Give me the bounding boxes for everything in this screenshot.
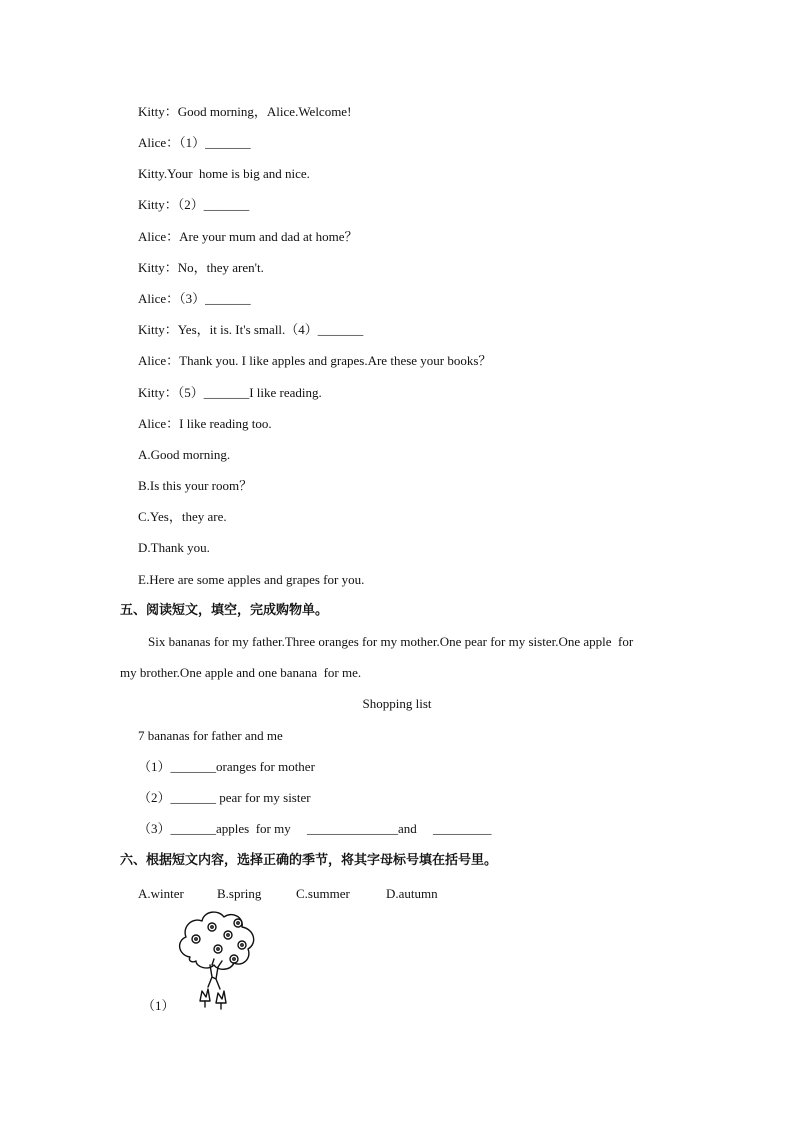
reading-paragraph-line: my brother.One apple and one banana for me. bbox=[120, 665, 362, 680]
ground-flower bbox=[216, 991, 226, 1003]
choice-option: E.Here are some apples and grapes for you. bbox=[138, 572, 365, 587]
reading-paragraph-line: Six bananas for my father.Three oranges for my mother.One pear for my sister.One apple for bbox=[148, 634, 634, 649]
dialogue-line: Kitty：Yes，it is. It's small.（4）_______ bbox=[138, 322, 364, 337]
shopping-list-title: Shopping list bbox=[362, 696, 432, 711]
dialogue-line: Kitty：No，they aren't. bbox=[138, 260, 264, 275]
season-option-b: B.spring bbox=[217, 886, 262, 901]
dialogue-line: Kitty：Good morning，Alice.Welcome! bbox=[138, 104, 352, 119]
dialogue-line: Alice：Are your mum and dad at home？ bbox=[138, 229, 358, 244]
season-option-a: A.winter bbox=[138, 886, 184, 901]
dialogue-line: Alice：I like reading too. bbox=[138, 416, 272, 431]
dialogue-line: Alice：（3）_______ bbox=[138, 291, 251, 306]
dialogue-line: Kitty：（2）_______ bbox=[138, 197, 250, 212]
section6-heading: 六、根据短文内容，选择正确的季节，将其字母标号填在括号里。 bbox=[120, 853, 498, 868]
tree-trunk bbox=[208, 965, 220, 989]
choice-option: C.Yes，they are. bbox=[138, 509, 227, 524]
section5-heading: 五、阅读短文，填空，完成购物单。 bbox=[120, 603, 329, 618]
choice-option: D.Thank you. bbox=[138, 540, 210, 555]
choice-option: A.Good morning. bbox=[138, 447, 231, 462]
shopping-list-item: 7 bananas for father and me bbox=[138, 728, 283, 743]
shopping-list-item: （1）_______oranges for mother bbox=[138, 759, 315, 774]
shopping-list-item: （3）_______apples for my ______________and _________ bbox=[138, 821, 492, 836]
question-1-label: （1） bbox=[142, 998, 175, 1013]
blossom-tree-illustration bbox=[172, 905, 262, 1010]
dialogue-line: Kitty：（5）_______I like reading. bbox=[138, 385, 322, 400]
season-option-c: C.summer bbox=[296, 886, 350, 901]
dialogue-line: Kitty.Your home is big and nice. bbox=[138, 166, 310, 181]
season-option-d: D.autumn bbox=[386, 886, 438, 901]
shopping-list-item: （2）_______ pear for my sister bbox=[138, 790, 311, 805]
ground-flower bbox=[200, 989, 210, 1001]
dialogue-line: Alice：（1）_______ bbox=[138, 135, 251, 150]
choice-option: B.Is this your room？ bbox=[138, 478, 253, 493]
dialogue-line: Alice：Thank you. I like apples and grapes.Are these your books？ bbox=[138, 353, 492, 368]
